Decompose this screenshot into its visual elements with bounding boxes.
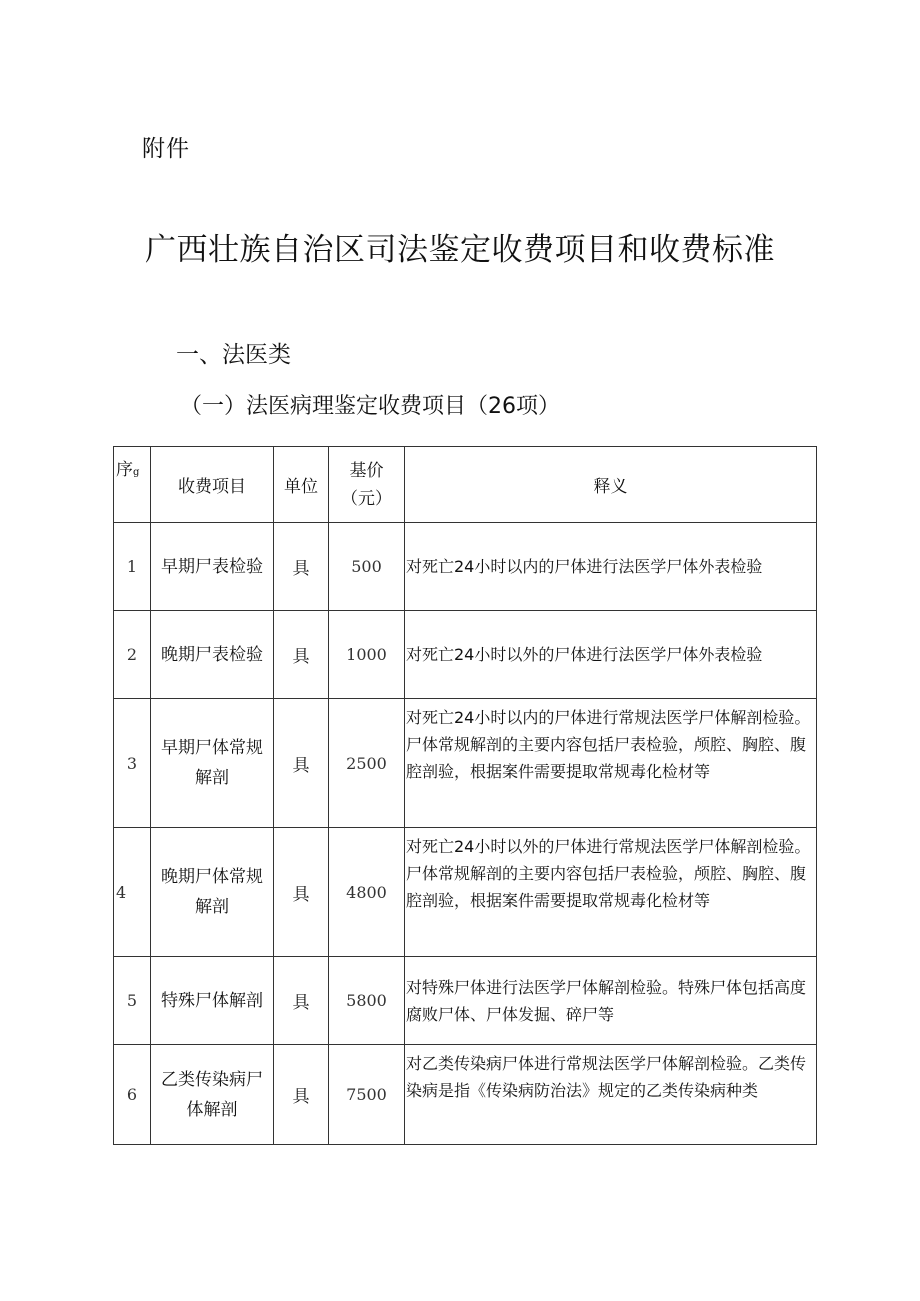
row-unit: 具 xyxy=(274,699,329,828)
header-price xyxy=(329,447,405,523)
row-item: 早期尸表检验 xyxy=(151,523,274,611)
fee-table xyxy=(113,446,817,1145)
header-price-line2: （元） xyxy=(341,488,392,509)
table-header-row xyxy=(114,447,817,523)
header-no-text: 序 xyxy=(116,460,133,480)
row-desc: 对死亡24小时以外的尸体进行常规法医学尸体解剖检验。尸体常规解剖的主要内容包括尸表检验，颅腔、胸腔、腹腔剖验，根据案件需要提取常规毒化检材等 xyxy=(405,828,817,957)
row-price: 7500 xyxy=(329,1045,405,1145)
row-unit: 具 xyxy=(274,828,329,957)
row-unit: 具 xyxy=(274,611,329,699)
row-unit: 具 xyxy=(274,957,329,1045)
row-item: 晚期尸体常规解剖 xyxy=(151,828,274,957)
section-heading: 一、法医类 xyxy=(176,342,291,368)
row-no: 5 xyxy=(114,957,151,1045)
document-title: 广西壮族自治区司法鉴定收费项目和收费标准 xyxy=(145,232,775,268)
row-desc: 对乙类传染病尸体进行常规法医学尸体解剖检验。乙类传染病是指《传染病防治法》规定的乙类传染病种类 xyxy=(405,1045,817,1145)
row-no: 1 xyxy=(114,523,151,611)
table-row xyxy=(114,611,817,699)
table-row xyxy=(114,1045,817,1145)
row-item: 早期尸体常规解剖 xyxy=(151,699,274,828)
row-item: 特殊尸体解剖 xyxy=(151,957,274,1045)
table-row xyxy=(114,523,817,611)
row-desc: 对特殊尸体进行法医学尸体解剖检验。特殊尸体包括高度腐败尸体、尸体发掘、碎尸等 xyxy=(405,957,817,1045)
row-item: 乙类传染病尸体解剖 xyxy=(151,1045,274,1145)
header-item: 收费项目 xyxy=(151,447,274,523)
row-item: 晚期尸表检验 xyxy=(151,611,274,699)
header-no xyxy=(114,447,151,523)
row-no: 6 xyxy=(114,1045,151,1145)
subsection-heading: （一）法医病理鉴定收费项目（26项） xyxy=(180,394,560,419)
row-price: 1000 xyxy=(329,611,405,699)
table-row xyxy=(114,828,817,957)
row-desc: 对死亡24小时以内的尸体进行常规法医学尸体解剖检验。尸体常规解剖的主要内容包括尸表检验，颅腔、胸腔、腹腔剖验，根据案件需要提取常规毒化检材等 xyxy=(405,699,817,828)
header-unit: 单位 xyxy=(274,447,329,523)
row-price: 5800 xyxy=(329,957,405,1045)
row-price: 500 xyxy=(329,523,405,611)
row-no: 4 xyxy=(114,828,151,957)
table-row xyxy=(114,699,817,828)
row-desc: 对死亡24小时以内的尸体进行法医学尸体外表检验 xyxy=(405,523,817,611)
row-unit: 具 xyxy=(274,1045,329,1145)
row-price: 4800 xyxy=(329,828,405,957)
row-no: 2 xyxy=(114,611,151,699)
row-no: 3 xyxy=(114,699,151,828)
row-desc: 对死亡24小时以外的尸体进行法医学尸体外表检验 xyxy=(405,611,817,699)
header-price-line1: 基价 xyxy=(349,460,384,481)
row-unit: 具 xyxy=(274,523,329,611)
header-no-suffix: g xyxy=(133,467,140,478)
table-row xyxy=(114,957,817,1045)
row-price: 2500 xyxy=(329,699,405,828)
header-desc: 释义 xyxy=(405,447,817,523)
attachment-label: 附件 xyxy=(142,136,190,162)
